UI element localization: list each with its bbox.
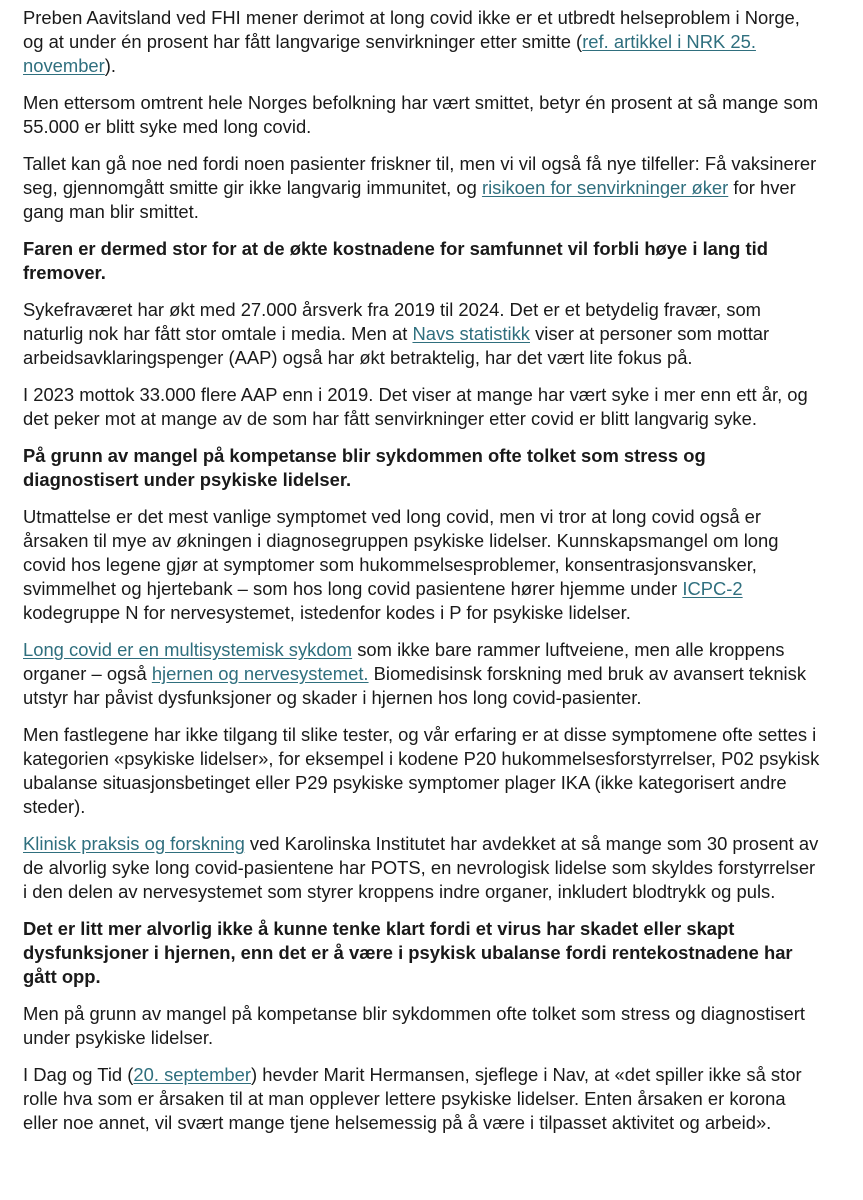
paragraph-text: for hver gang man blir smittet. [23,177,796,222]
paragraph-text: Faren er dermed stor for at de økte kostnadene for samfunnet vil forbli høye i lang tid fremover. [23,238,768,283]
article-paragraph [23,91,823,139]
article-paragraph [23,6,823,78]
paragraph-text: kodegruppe N for nervesystemet, istedenfor kodes i P for psykiske lidelser. [23,602,631,623]
paragraph-text: ). [104,55,117,76]
paragraph-text: Men ettersom omtrent hele Norges befolkning har vært smittet, betyr én prosent at så mange som 55.000 er blitt syke med long covid. [23,92,819,137]
paragraph-text: Preben Aavitsland ved FHI mener derimot at long covid ikke er et utbredt helseproblem i Norge, og at under én prosent har fått langvarige senvirkninger etter smitte ( [23,7,800,52]
inline-link[interactable]: ICPC-2 [682,578,743,599]
paragraph-text: ) hevder Marit Hermansen, sjeflege i Nav, at «det spiller ikke så stor rolle hva som er årsaken til at man opplever lettere psykiske lidelser. Enten årsaken er korona eller noe annet, vil svært mange tjene helsemessig på å være i tilpasset aktivitet og arbeid». [23,1064,802,1133]
inline-link[interactable]: hjernen og nervesystemet. [151,663,369,684]
paragraph-text: viser at personer som mottar arbeidsavklaringspenger (AAP) også har økt betraktelig, har det vært lite fokus på. [23,323,770,368]
paragraph-text: som ikke bare rammer luftveiene, men alle kroppens organer – også [23,639,785,684]
article-paragraph [23,1063,823,1135]
paragraph-text: På grunn av mangel på kompetanse blir sykdommen ofte tolket som stress og diagnostisert under psykiske lidelser. [23,445,706,490]
article-paragraph [23,832,823,904]
inline-link[interactable]: Long covid er en multisystemisk sykdom [23,639,353,660]
paragraph-text: ved Karolinska Institutet har avdekket at så mange som 30 prosent av de alvorlig syke long covid-pasientene har POTS, en nevrologisk lidelse som skyldes forstyrrelser i den delen av nervesystemet som styrer kroppens indre organer, inkludert blodtrykk og puls. [23,833,819,902]
paragraph-text: Men fastlegene har ikke tilgang til slike tester, og vår erfaring er at disse symptomene ofte settes i kategorien «psykiske lidelser», for eksempel i kodene P20 hukommelsesforstyrrelser, P02 psykisk ubalanse situasjonsbetinget eller P29 psykiske symptomer plager IKA (ikke kategorisert andre steder). [23,724,820,817]
article-subheading [23,917,823,989]
paragraph-text: Sykefraværet har økt med 27.000 årsverk fra 2019 til 2024. Det er et betydelig fravær, som naturlig nok har fått stor omtale i media. Men at [23,299,762,344]
paragraph-text: Biomedisinsk forskning med bruk av avansert teknisk utstyr har påvist dysfunksjoner og skader i hjernen hos long covid-pasienter. [23,663,807,708]
article-paragraph [23,1002,823,1050]
inline-link[interactable]: Navs statistikk [412,323,530,344]
paragraph-text: Men på grunn av mangel på kompetanse blir sykdommen ofte tolket som stress og diagnostisert under psykiske lidelser. [23,1003,805,1048]
inline-link[interactable]: ref. artikkel i NRK 25. november [23,31,756,76]
paragraph-text: I 2023 mottok 33.000 flere AAP enn i 2019. Det viser at mange har vært syke i mer enn ett år, og det peker mot at mange av de som har fått senvirkninger etter covid er blitt langvarig syke. [23,384,808,429]
article-paragraph [23,505,823,625]
article-paragraph [23,152,823,224]
article-paragraph [23,383,823,431]
inline-link[interactable]: Klinisk praksis og forskning [23,833,245,854]
inline-link[interactable]: 20. september [133,1064,251,1085]
paragraph-text: Tallet kan gå noe ned fordi noen pasienter friskner til, men vi vil også få nye tilfeller: Få vaksinerer seg, gjennomgått smitte gir ikke langvarig immunitet, og [23,153,817,198]
paragraph-text: Utmattelse er det mest vanlige symptomet ved long covid, men vi tror at long covid også er årsaken til mye av økningen i diagnosegruppen psykiske lidelser. Kunnskapsmangel om long covid hos legene gjør at symptomer som hukommelsesproblemer, konsentrasjonsvansker, svimmelhet og hjertebank – som hos long covid pasientene hører hjemme under [23,506,779,599]
paragraph-text: I Dag og Tid ( [23,1064,134,1085]
article-subheading [23,444,823,492]
article-paragraph [23,298,823,370]
article-subheading [23,237,823,285]
article-paragraph [23,723,823,819]
article-paragraph [23,638,823,710]
paragraph-text: Det er litt mer alvorlig ikke å kunne tenke klart fordi et virus har skadet eller skapt dysfunksjoner i hjernen, enn det er å være i psykisk ubalanse fordi rentekostnadene har gått opp. [23,918,793,987]
inline-link[interactable]: risikoen for senvirkninger øker [481,177,729,198]
